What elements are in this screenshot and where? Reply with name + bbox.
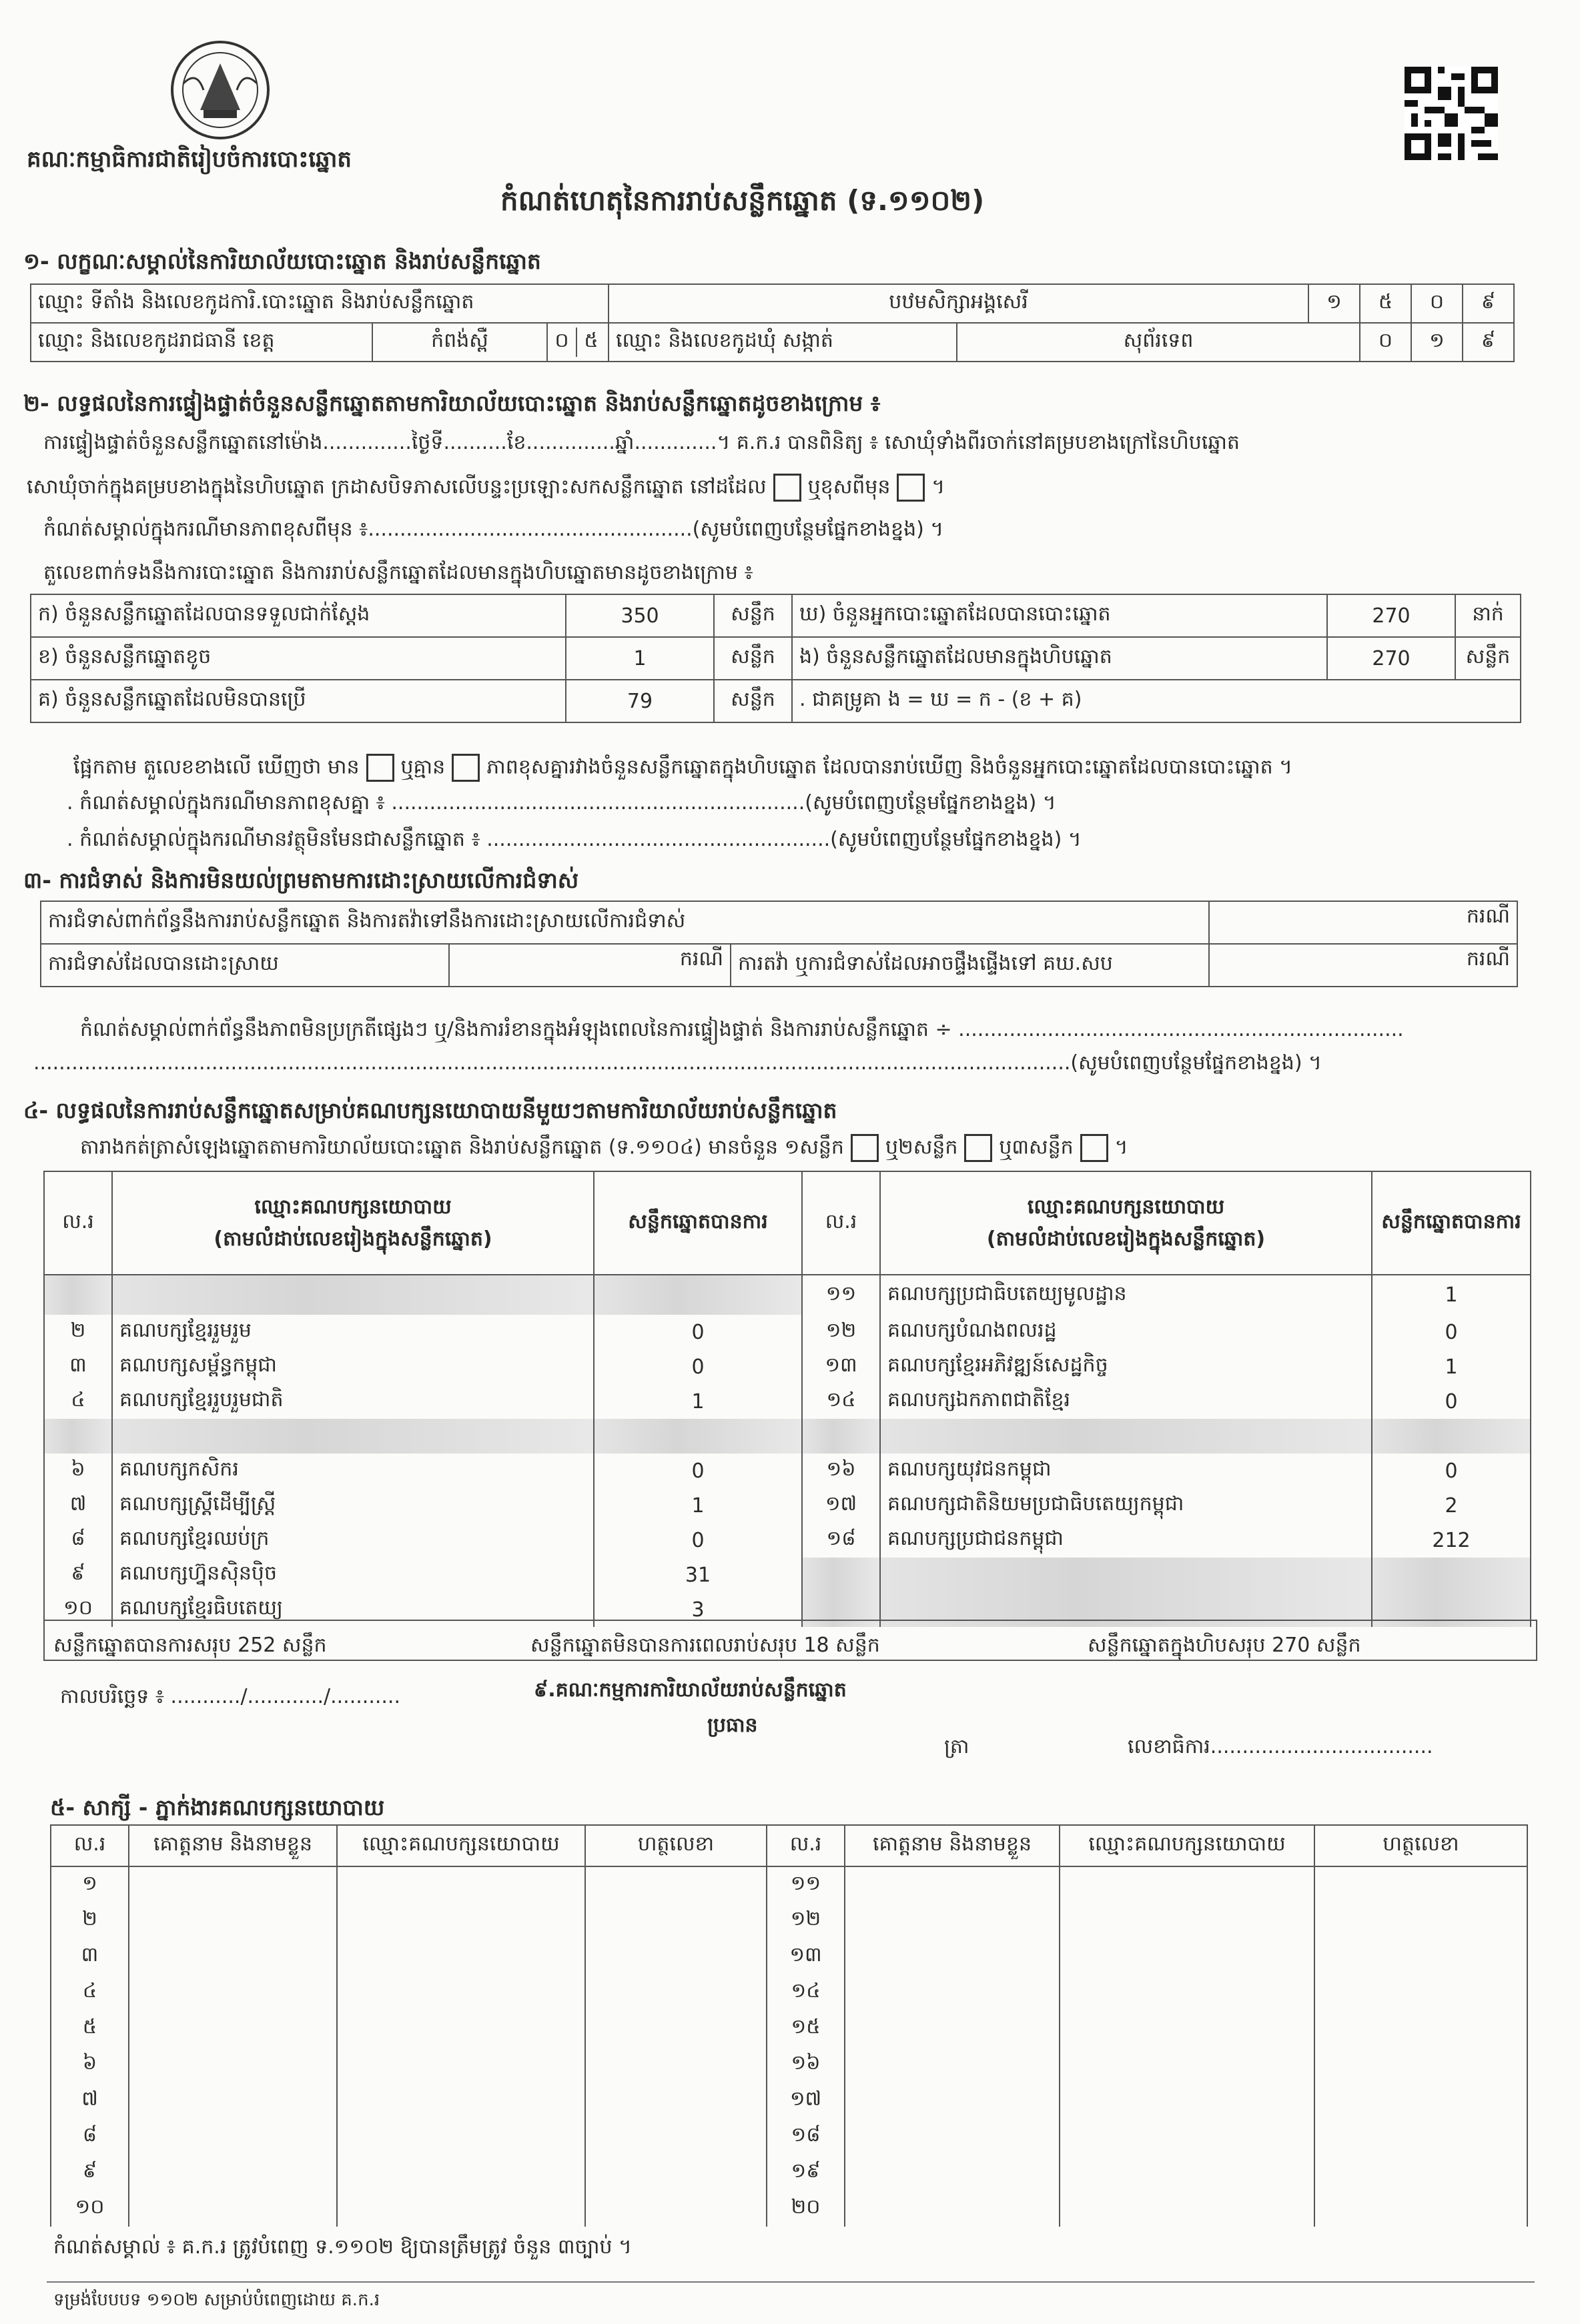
witness-no: ២០ xyxy=(767,2191,845,2227)
col-party-sub-2: (តាមលំដាប់លេខរៀងក្នុងសន្លឹកឆ្នោត) xyxy=(986,1227,1266,1251)
discrepancy-line xyxy=(73,754,1292,782)
party-votes: 1 xyxy=(1372,1349,1531,1384)
party-votes: 0 xyxy=(594,1349,802,1384)
one-sheet-checkbox[interactable] xyxy=(851,1134,879,1162)
party-votes xyxy=(594,1275,802,1315)
w-col-no: ល.រ xyxy=(51,1825,129,1866)
party-name: គណបក្សស្ត្រីដើម្បីស្ត្រី xyxy=(112,1488,594,1523)
section-3-heading: ៣- ការជំទាស់ និងការមិនយល់ព្រមតាមការដោះស្រាយលើការជំទាស់ xyxy=(23,867,579,893)
party-no: ៨ xyxy=(44,1523,112,1558)
party-name: គណបក្សខ្មែររួបរួមជាតិ xyxy=(112,1384,594,1419)
witness-name-field[interactable] xyxy=(845,2083,1060,2119)
valid-total: សន្លឹកឆ្នោតបានការសរុប 252 សន្លឹក xyxy=(53,1634,327,1657)
col-votes: សន្លឹកឆ្នោតបានការ xyxy=(594,1171,802,1275)
w-col-no-2: ល.រ xyxy=(767,1825,845,1866)
party-no: ៩ xyxy=(44,1558,112,1592)
unused-value: 79 xyxy=(566,680,714,722)
party-no: ៣ xyxy=(44,1349,112,1384)
witness-signature-field[interactable] xyxy=(585,2155,767,2191)
complaints-table xyxy=(40,901,1518,987)
witness-no: ១០ xyxy=(51,2191,129,2227)
witness-name-field[interactable] xyxy=(845,2119,1060,2155)
witness-no: ១៨ xyxy=(767,2119,845,2155)
party-no: ៤ xyxy=(44,1384,112,1419)
formula: . ជាគម្រូគា ង = ឃ = ក - (ខ + គ) xyxy=(792,680,1521,722)
col-party-title: ឈ្មោះគណបក្សនយោបាយ xyxy=(254,1195,452,1219)
witness-signature-field[interactable] xyxy=(585,2010,767,2047)
witness-signature-field[interactable] xyxy=(585,2119,767,2155)
witness-no: ១៧ xyxy=(767,2083,845,2119)
party-name: គណបក្សខ្មែររួមរួម xyxy=(112,1315,594,1349)
witness-signature-field[interactable] xyxy=(585,1974,767,2010)
party-votes: 31 xyxy=(594,1558,802,1592)
party-name: គណបក្សហ្វ៊ុនស៊ិនប៉ិច xyxy=(112,1558,594,1592)
province-label: ឈ្មោះ និងលេខកូដរាជធានី ខេត្ត xyxy=(31,323,372,362)
witness-row xyxy=(51,2047,1527,2083)
party-row xyxy=(44,1349,1531,1384)
witness-no: ១៩ xyxy=(767,2155,845,2191)
w-col-party-2: ឈ្មោះគណបក្សនយោបាយ xyxy=(1060,1825,1314,1866)
change-note-line: កំណត់សម្គាល់ក្នុងករណីមានភាពខុសពីមុន ៖...................................................(សូមបំពេញបន្ថែមផ្នែកខាងខ្នង) ។ xyxy=(43,518,944,541)
witness-row xyxy=(51,1974,1527,2010)
party-votes: 2 xyxy=(1372,1488,1531,1523)
party-votes: 0 xyxy=(594,1523,802,1558)
witness-signature-field[interactable] xyxy=(585,1938,767,1974)
committee-name: គណៈកម្មាធិការជាតិរៀបចំការបោះឆ្នោត xyxy=(27,146,352,173)
witness-name-field[interactable] xyxy=(129,1902,337,1938)
w-col-sign-2: ហត្ថលេខា xyxy=(1314,1825,1527,1866)
witness-party-field[interactable] xyxy=(1060,1866,1314,1902)
col-no: ល.រ xyxy=(44,1171,112,1275)
counting-committee: ៩.គណៈកម្មការការិយាល័យរាប់សន្លឹកឆ្នោត xyxy=(534,1678,847,1702)
witness-signature-field[interactable] xyxy=(1314,2010,1527,2047)
unused-label: គ) ចំនួនសន្លឹកឆ្នោតដែលមិនបានប្រើ xyxy=(31,680,566,722)
witness-signature-field[interactable] xyxy=(1314,1866,1527,1902)
witness-row xyxy=(51,1902,1527,1938)
witness-no: ១៤ xyxy=(767,1974,845,2010)
lock-check-text: សោឃុំចាក់ក្នុងគម្របខាងក្នុងនៃហិបឆ្នោត ក្រដាសបិទភាសលើបន្ទះប្រឡោះសកសន្លឹកឆ្នោត នៅដដែល xyxy=(27,475,767,499)
witness-name-field[interactable] xyxy=(845,1938,1060,1974)
party-row xyxy=(44,1454,1531,1488)
witness-party-field[interactable] xyxy=(1060,1902,1314,1938)
party-votes xyxy=(594,1419,802,1454)
w-col-sign: ហត្ថលេខា xyxy=(585,1825,767,1866)
witness-party-field[interactable] xyxy=(337,2047,585,2083)
party-name: គណបក្សយុវជនកម្ពុជា xyxy=(880,1454,1372,1488)
witness-name-field[interactable] xyxy=(845,2191,1060,2227)
unchanged-checkbox[interactable] xyxy=(773,474,801,502)
province-code-1: ០ xyxy=(548,328,577,357)
col-party-title-2: ឈ្មោះគណបក្សនយោបាយ xyxy=(1027,1195,1225,1219)
appeal-unit: ករណី xyxy=(1209,944,1517,987)
province-code-2: ៥ xyxy=(584,329,599,352)
three-sheet-checkbox[interactable] xyxy=(1080,1134,1108,1162)
witness-name-field[interactable] xyxy=(129,2119,337,2155)
party-no: ១៣ xyxy=(802,1349,880,1384)
footer-form-id: ទម្រង់បែបបទ ១១០២ សម្រាប់បំពេញដោយ គ.ក.រ xyxy=(53,2290,380,2310)
section-5-heading: ៥- សាក្សី - ភ្នាក់ងារគណបក្សនយោបាយ xyxy=(50,1794,385,1820)
party-name: គណបក្សបំណងពលរដ្ឋ xyxy=(880,1315,1372,1349)
spoiled-value: 1 xyxy=(566,637,714,680)
witness-no: ៤ xyxy=(51,1974,129,2010)
commune-code-3: ៩ xyxy=(1463,323,1514,362)
party-votes: 1 xyxy=(594,1488,802,1523)
party-no: ១៧ xyxy=(802,1488,880,1523)
witness-signature-field[interactable] xyxy=(1314,1974,1527,2010)
commune-code-2: ១ xyxy=(1411,323,1463,362)
appeal-label: ការតវ៉ា ឬការជំទាស់ដែលអាចផ្ទឹងផ្ទើងទៅ គឃ.សប xyxy=(731,944,1209,987)
witness-no: ៨ xyxy=(51,2119,129,2155)
party-name: គណបក្សឯកភាពជាតិខ្មែរ xyxy=(880,1384,1372,1419)
nec-logo xyxy=(163,37,277,143)
party-no xyxy=(802,1558,880,1592)
party-name xyxy=(880,1558,1372,1592)
received-value: 350 xyxy=(566,594,714,637)
party-no xyxy=(802,1419,880,1454)
witness-party-field[interactable] xyxy=(337,1902,585,1938)
discrepancy-text: ផ្អែកតាម តួលេខខាងលើ ឃើញថា មាន xyxy=(73,755,360,779)
witness-party-field[interactable] xyxy=(337,2083,585,2119)
witness-no: ១២ xyxy=(767,1902,845,1938)
party-name xyxy=(112,1275,594,1315)
polling-station-table xyxy=(30,283,1515,362)
form-title: កំណត់ហេតុនៃការរាប់សន្លឹកឆ្នោត (ទ.១១០២) xyxy=(500,184,985,217)
witness-party-field[interactable] xyxy=(337,1866,585,1902)
party-row xyxy=(44,1558,1531,1592)
witness-no: ៦ xyxy=(51,2047,129,2083)
period: ។ xyxy=(1114,1135,1128,1159)
witness-row xyxy=(51,2119,1527,2155)
witness-signature-field[interactable] xyxy=(1314,2191,1527,2227)
complaints-unit: ករណី xyxy=(1209,901,1517,944)
party-no: ១៨ xyxy=(802,1523,880,1558)
witness-party-field[interactable] xyxy=(1060,2083,1314,2119)
witness-no: ៥ xyxy=(51,2010,129,2047)
witness-table xyxy=(50,1824,1528,2227)
witness-row xyxy=(51,2010,1527,2047)
voters-unit: នាក់ xyxy=(1455,594,1521,637)
discrepancy-desc: ភាពខុសគ្នារវាងចំនួនសន្លឹកឆ្នោតក្នុងហិបឆ្នោត ដែលបានរាប់ឃើញ និងចំនួនអ្នកបោះឆ្នោតដែលបានបោះឆ្នោត ។ xyxy=(486,755,1292,779)
witness-no: ១ xyxy=(51,1866,129,1902)
witness-signature-field[interactable] xyxy=(1314,2119,1527,2155)
three-sheet-text: ឬ៣សន្លឹក xyxy=(999,1135,1074,1159)
witness-party-field[interactable] xyxy=(1060,2119,1314,2155)
witness-signature-field[interactable] xyxy=(1314,2155,1527,2191)
col-party-2 xyxy=(880,1171,1372,1275)
party-name: គណបក្សជាតិនិយមប្រជាធិបតេយ្យកម្ពុជា xyxy=(880,1488,1372,1523)
two-sheet-checkbox[interactable] xyxy=(964,1134,992,1162)
w-col-party: ឈ្មោះគណបក្សនយោបាយ xyxy=(337,1825,585,1866)
witness-party-field[interactable] xyxy=(337,2119,585,2155)
station-code-3: ០ xyxy=(1411,284,1463,323)
changed-checkbox[interactable] xyxy=(897,474,925,502)
witness-no: ៣ xyxy=(51,1938,129,1974)
unused-unit: សន្លឹក xyxy=(714,680,792,722)
witness-name-field[interactable] xyxy=(129,2047,337,2083)
party-votes: 0 xyxy=(1372,1454,1531,1488)
witness-name-field[interactable] xyxy=(129,1938,337,1974)
party-name: គណបក្សប្រជាធិបតេយ្យមូលដ្ឋាន xyxy=(880,1275,1372,1315)
party-votes: 0 xyxy=(1372,1384,1531,1419)
witness-name-field[interactable] xyxy=(129,2083,337,2119)
witness-name-field[interactable] xyxy=(845,2010,1060,2047)
spoiled-label: ខ) ចំនួនសន្លឹកឆ្នោតខូច xyxy=(31,637,566,680)
party-no: ១១ xyxy=(802,1275,880,1315)
discrepancy-note: . កំណត់សម្គាល់ក្នុងករណីមានភាពខុសគ្នា ៖ .................................................................(សូមបំពេញបន្ថែមផ្នែកខាងខ្នង) ។ xyxy=(67,791,1056,814)
witness-name-field[interactable] xyxy=(129,2191,337,2227)
witness-signature-field[interactable] xyxy=(585,2191,767,2227)
party-row xyxy=(44,1488,1531,1523)
witness-signature-field[interactable] xyxy=(1314,1938,1527,1974)
witness-name-field[interactable] xyxy=(845,2155,1060,2191)
verification-line: ការផ្ទៀងផ្ទាត់ចំនួនសន្លឹកឆ្នោតនៅម៉ោង..............ថ្ងៃទី..........ខែ..............ឆ្នាំ.............។ គ.ក.រ បានពិនិត្យ ៖ សោឃុំទាំងពីរចាក់នៅគម្របខាងក្រៅនៃហិបឆ្នោត xyxy=(43,431,1240,454)
province-value: កំពង់ស្ពឺ xyxy=(372,323,547,362)
invalid-total: សន្លឹកឆ្នោតមិនបានការពេលរាប់សរុប 18 សន្លឹក xyxy=(530,1634,880,1657)
witness-party-field[interactable] xyxy=(337,1938,585,1974)
witness-signature-field[interactable] xyxy=(585,1866,767,1902)
col-votes-2: សន្លឹកឆ្នោតបានការ xyxy=(1372,1171,1531,1275)
secretary-label: លេខាធិការ................................... xyxy=(1128,1735,1433,1758)
totals-box xyxy=(43,1620,1537,1661)
party-no: ២ xyxy=(44,1315,112,1349)
voters-value: 270 xyxy=(1327,594,1455,637)
changed-text: ឬខុសពីមុន xyxy=(807,475,891,499)
witness-party-field[interactable] xyxy=(337,1974,585,2010)
party-name xyxy=(112,1419,594,1454)
commune-code-1: ០ xyxy=(1360,323,1411,362)
witness-party-field[interactable] xyxy=(1060,2047,1314,2083)
party-votes xyxy=(1372,1558,1531,1592)
witness-party-field[interactable] xyxy=(1060,2010,1314,2047)
period: ។ xyxy=(931,475,945,499)
date-line: កាលបរិច្ឆេទ ៖ .........../............/........... xyxy=(60,1685,400,1708)
party-row xyxy=(44,1275,1531,1315)
witness-row xyxy=(51,2083,1527,2119)
station-code-4: ៩ xyxy=(1463,284,1514,323)
witness-name-field[interactable] xyxy=(845,1902,1060,1938)
witness-signature-field[interactable] xyxy=(1314,2083,1527,2119)
party-name: គណបក្សសម្ព័ន្ធកម្ពុជា xyxy=(112,1349,594,1384)
complaints-label: ការជំទាស់ពាក់ព័ន្ធនឹងការរាប់សន្លឹកឆ្នោត និងការតវ៉ាទៅនឹងការដោះស្រាយលើការជំទាស់ xyxy=(41,901,1209,944)
witness-signature-field[interactable] xyxy=(585,2083,767,2119)
witness-no: ១៣ xyxy=(767,1938,845,1974)
province-code xyxy=(547,323,609,362)
w-col-name: គោត្តនាម និងនាមខ្លួន xyxy=(129,1825,337,1866)
party-name: គណបក្សខ្មែរអភិវឌ្ឍន៍សេដ្ឋកិច្ច xyxy=(880,1349,1372,1384)
footer-rule xyxy=(47,2281,1535,2283)
col-party xyxy=(112,1171,594,1275)
party-row xyxy=(44,1419,1531,1454)
station-code-1: ១ xyxy=(1308,284,1360,323)
party-votes xyxy=(1372,1419,1531,1454)
party-no: ៧ xyxy=(44,1488,112,1523)
no-discrepancy-checkbox[interactable] xyxy=(452,754,480,782)
witness-party-field[interactable] xyxy=(337,2155,585,2191)
party-votes: 1 xyxy=(594,1384,802,1419)
in-box-total: សន្លឹកឆ្នោតក្នុងហិបសរុប 270 សន្លឹក xyxy=(1088,1634,1361,1657)
party-votes-table xyxy=(43,1171,1531,1627)
section-1-heading: ១- លក្ខណៈសម្គាល់នៃការិយាល័យបោះឆ្នោត និងរាប់សន្លឹកឆ្នោត xyxy=(23,248,541,274)
party-votes: 0 xyxy=(1372,1315,1531,1349)
commune-value: សុព័រទេព xyxy=(957,323,1360,362)
station-value: បឋមសិក្សាអង្គសេរី xyxy=(609,284,1308,323)
party-name: គណបក្សខ្មែរឈប់ក្រ xyxy=(112,1523,594,1558)
footer-note: កំណត់សម្គាល់ ៖ គ.ក.រ ត្រូវបំពេញ ទ.១១០២ ឱ្យបានត្រឹមត្រូវ ចំនួន ៣ច្បាប់ ។ xyxy=(53,2235,632,2259)
two-sheet-text: ឬ២សន្លឹក xyxy=(885,1135,958,1159)
witness-no: ១១ xyxy=(767,1866,845,1902)
in-box-label: ង) ចំនួនសន្លឹកឆ្នោតដែលមានក្នុងហិបឆ្នោត xyxy=(792,637,1327,680)
witness-signature-field[interactable] xyxy=(1314,1902,1527,1938)
figures-intro: តួលេខពាក់ទងនឹងការបោះឆ្នោត និងការរាប់សន្លឹកឆ្នោតដែលមានក្នុងហិបឆ្នោតមានដូចខាងក្រោម ៖ xyxy=(43,561,753,584)
received-unit: សន្លឹក xyxy=(714,594,792,637)
party-name: គណបក្សប្រជាជនកម្ពុជា xyxy=(880,1523,1372,1558)
has-discrepancy-checkbox[interactable] xyxy=(366,754,394,782)
station-label: ឈ្មោះ ទីតាំង និងលេខកូដការិ.បោះឆ្នោត និងរាប់សន្លឹកឆ្នោត xyxy=(31,284,609,323)
party-votes: 3 xyxy=(594,1592,802,1627)
station-code-2: ៥ xyxy=(1360,284,1411,323)
witness-no: ១៦ xyxy=(767,2047,845,2083)
witness-name-field[interactable] xyxy=(129,2010,337,2047)
party-votes: 1 xyxy=(1372,1275,1531,1315)
party-name: គណបក្សខ្មែរធិបតេយ្យ xyxy=(112,1592,594,1627)
witness-signature-field[interactable] xyxy=(1314,2047,1527,2083)
party-no: ១០ xyxy=(44,1592,112,1627)
witness-party-field[interactable] xyxy=(1060,2191,1314,2227)
ballot-count-table xyxy=(30,594,1521,723)
witness-row xyxy=(51,1938,1527,1974)
tally-text: តារាងកត់ត្រាសំឡេងឆ្នោតតាមការិយាល័យបោះឆ្នោត និងរាប់សន្លឹកឆ្នោត (ទ.១១០៤) មានចំនួន ១សន្លឹក xyxy=(80,1135,844,1159)
party-votes: 212 xyxy=(1372,1523,1531,1558)
voters-label: ឃ) ចំនួនអ្នកបោះឆ្នោតដែលបានបោះឆ្នោត xyxy=(792,594,1327,637)
in-box-unit: សន្លឹក xyxy=(1455,637,1521,680)
received-label: ក) ចំនួនសន្លឹកឆ្នោតដែលបានទទួលជាក់ស្តែង xyxy=(31,594,566,637)
party-row xyxy=(44,1315,1531,1349)
witness-party-field[interactable] xyxy=(337,2010,585,2047)
witness-signature-field[interactable] xyxy=(585,2047,767,2083)
party-row xyxy=(44,1523,1531,1558)
tally-sheet-line xyxy=(80,1134,1128,1162)
witness-no: ១៥ xyxy=(767,2010,845,2047)
witness-name-field[interactable] xyxy=(129,1974,337,2010)
qr-code xyxy=(1405,67,1498,160)
witness-party-field[interactable] xyxy=(337,2191,585,2227)
spoiled-unit: សន្លឹក xyxy=(714,637,792,680)
witness-row xyxy=(51,1866,1527,1902)
party-no: ១២ xyxy=(802,1315,880,1349)
lock-check-line xyxy=(27,474,945,502)
irregularity-note-2: ...................................................................................................................................................................(សូមបំពេញបន្ថែមផ្នែកខាងខ្នង) ។ xyxy=(33,1051,1322,1075)
witness-name-field[interactable] xyxy=(845,1974,1060,2010)
resolved-label: ការជំទាស់ដែលបានដោះស្រាយ xyxy=(41,944,449,987)
witness-name-field[interactable] xyxy=(845,1866,1060,1902)
party-no: ១៤ xyxy=(802,1384,880,1419)
witness-name-field[interactable] xyxy=(845,2047,1060,2083)
witness-name-field[interactable] xyxy=(129,1866,337,1902)
witness-row xyxy=(51,2155,1527,2191)
witness-party-field[interactable] xyxy=(1060,1974,1314,2010)
witness-row xyxy=(51,2191,1527,2227)
party-no: ១៦ xyxy=(802,1454,880,1488)
no-discrepancy-text: ឬគ្មាន xyxy=(400,755,446,779)
party-no xyxy=(44,1275,112,1315)
party-votes: 0 xyxy=(594,1315,802,1349)
section-4-heading: ៤- លទ្ធផលនៃការរាប់សន្លឹកឆ្នោតសម្រាប់គណបក្សនយោបាយនីមួយៗតាមការិយាល័យរាប់សន្លឹកឆ្នោត xyxy=(23,1097,837,1123)
col-party-sub: (តាមលំដាប់លេខរៀងក្នុងសន្លឹកឆ្នោត) xyxy=(214,1227,492,1251)
witness-signature-field[interactable] xyxy=(585,1902,767,1938)
party-no xyxy=(44,1419,112,1454)
party-name: គណបក្សកសិករ xyxy=(112,1454,594,1488)
chair-label: ប្រធាន xyxy=(707,1714,758,1737)
witness-party-field[interactable] xyxy=(1060,1938,1314,1974)
col-no-2: ល.រ xyxy=(802,1171,880,1275)
witness-party-field[interactable] xyxy=(1060,2155,1314,2191)
irregularity-note: កំណត់សម្គាល់ពាក់ព័ន្ធនឹងភាពមិនប្រក្រតីផ្សេងៗ ឬ/និងការរំខានក្នុងអំឡុងពេលនៃការផ្ទៀងផ្ទាត់ និងការរាប់សន្លឹកឆ្នោត ÷ ...................................................................... xyxy=(80,1018,1404,1041)
witness-no: ៩ xyxy=(51,2155,129,2191)
party-no: ៦ xyxy=(44,1454,112,1488)
party-votes: 0 xyxy=(594,1454,802,1488)
party-row xyxy=(44,1384,1531,1419)
w-col-name-2: គោត្តនាម និងនាមខ្លួន xyxy=(845,1825,1060,1866)
commune-label: ឈ្មោះ និងលេខកូដឃុំ សង្កាត់ xyxy=(609,323,957,362)
resolved-unit: ករណី xyxy=(449,944,731,987)
stamp-label: ត្រា xyxy=(944,1735,969,1758)
witness-no: ២ xyxy=(51,1902,129,1938)
witness-no: ៧ xyxy=(51,2083,129,2119)
witness-name-field[interactable] xyxy=(129,2155,337,2191)
in-box-value: 270 xyxy=(1327,637,1455,680)
foreign-object-note: . កំណត់សម្គាល់ក្នុងករណីមានវត្ថុមិនមែនជាសន្លឹកឆ្នោត ៖ ......................................................(សូមបំពេញបន្ថែមផ្នែកខាងខ្នង) ។ xyxy=(67,828,1082,851)
party-name xyxy=(880,1419,1372,1454)
section-2-heading: ២- លទ្ធផលនៃការផ្ទៀងផ្ទាត់ចំនួនសន្លឹកឆ្នោតតាមការិយាល័យបោះឆ្នោត និងរាប់សន្លឹកឆ្នោតដូចខាងក្រោម ៖ xyxy=(23,390,881,416)
